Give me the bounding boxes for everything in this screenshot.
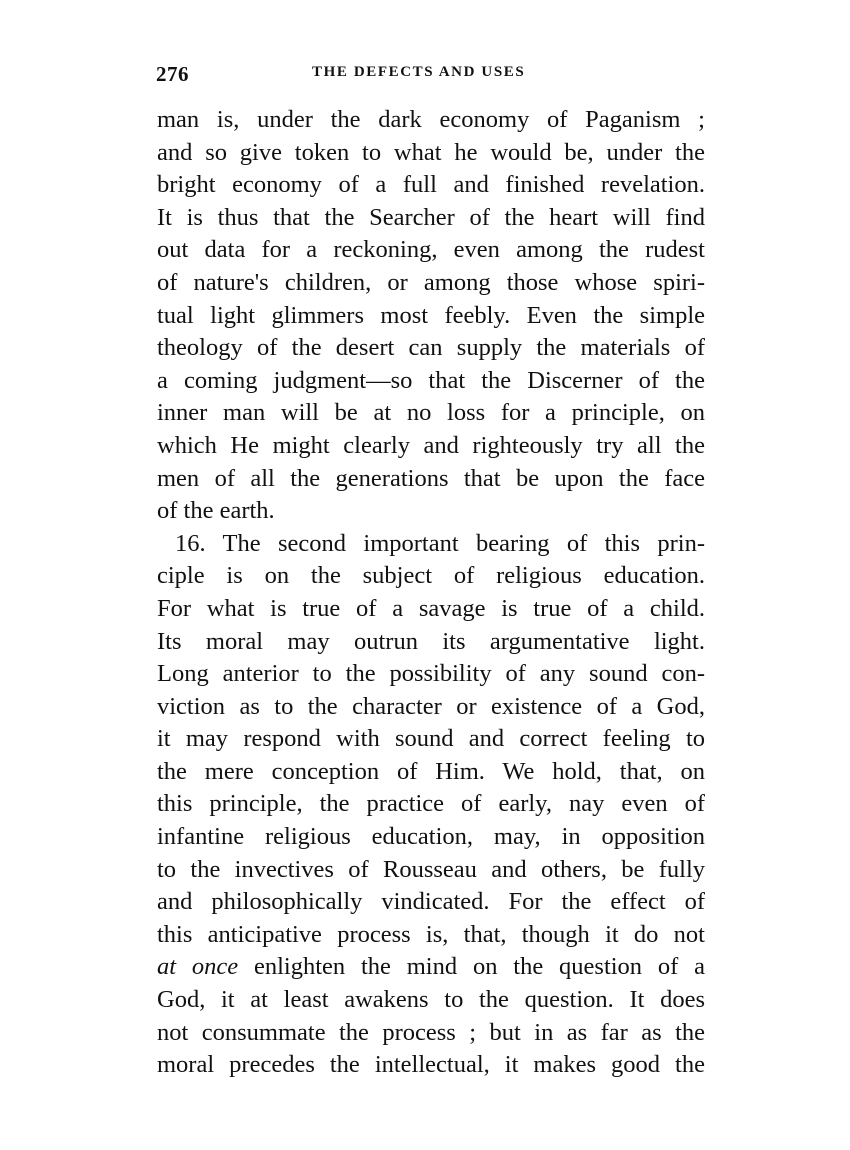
page-header <box>156 62 706 88</box>
body-text <box>157 104 705 1082</box>
text-line: of nature's children, or among those whose spiri- <box>157 268 705 296</box>
paragraph-start-line: 16. The second important bearing of this prin- <box>175 529 705 557</box>
running-head: THE DEFECTS AND USES <box>312 64 526 80</box>
text-line: this anticipative process is, that, though it do not <box>157 920 705 948</box>
text-line-remainder: enlighten the mind on the question of a <box>253 953 705 981</box>
text-line: infantine religious education, may, in opposition <box>157 823 705 851</box>
text-line: moral precedes the intellectual, it makes good the <box>157 1051 705 1079</box>
text-line: and so give token to what he would be, under the <box>157 138 705 166</box>
text-line: this principle, the practice of early, nay even of <box>157 790 705 818</box>
text-line: ciple is on the subject of religious education. <box>157 562 705 590</box>
text-line: inner man will be at no loss for a principle, on <box>157 399 705 427</box>
text-line: man is, under the dark economy of Paganism ; <box>157 106 705 133</box>
text-line: Long anterior to the possibility of any sound con- <box>157 660 705 688</box>
text-line: a coming judgment—so that the Discerner of the <box>157 366 705 394</box>
text-line: God, it at least awakens to the question. It does <box>157 986 705 1014</box>
text-line: it may respond with sound and correct feeling to <box>157 725 705 753</box>
text-line: bright economy of a full and finished revelation. <box>157 171 705 199</box>
page-number: 276 <box>156 62 189 86</box>
text-line: the mere conception of Him. We hold, that, on <box>157 757 705 785</box>
text-line: tual light glimmers most feebly. Even the simple <box>157 301 705 329</box>
text-line: out data for a reckoning, even among the rudest <box>157 236 705 264</box>
text-line: For what is true of a savage is true of a child. <box>157 594 705 622</box>
text-line: which He might clearly and righteously try all the <box>157 431 705 459</box>
text-line: not consummate the process ; but in as far as the <box>157 1018 705 1046</box>
text-line-with-italic <box>157 951 705 984</box>
text-line: and philosophically vindicated. For the effect of <box>157 888 705 916</box>
text-line: of the earth. <box>157 497 275 525</box>
text-line: to the invectives of Rousseau and others, be fully <box>157 855 705 883</box>
text-line: It is thus that the Searcher of the heart will find <box>157 203 705 231</box>
text-line: men of all the generations that be upon the face <box>157 464 705 492</box>
text-line: theology of the desert can supply the materials of <box>157 334 705 362</box>
text-line: viction as to the character or existence of a God, <box>157 692 705 720</box>
text-line: Its moral may outrun its argumentative light. <box>157 627 705 655</box>
italic-phrase: at once <box>157 953 239 981</box>
